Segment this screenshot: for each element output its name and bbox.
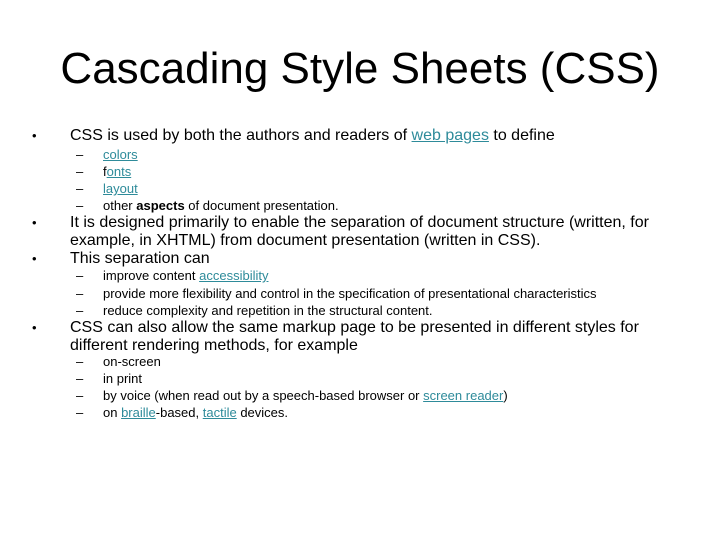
slide-title: Cascading Style Sheets (CSS) xyxy=(60,44,660,93)
bullet-text: This separation can xyxy=(70,250,210,267)
text-segment: devices. xyxy=(236,405,289,420)
text-segment: -based, xyxy=(155,405,203,420)
dash-icon: – xyxy=(76,268,84,283)
text-segment: by voice (when read out by a speech-based browser or xyxy=(103,388,424,403)
bullet-icon: • xyxy=(32,251,37,266)
sub-bullet-text: provide more flexibility and control in the specification of presentational characteristics xyxy=(103,286,597,301)
bullet-text: CSS can also allow the same markup page to be presented in different styles for different rendering methods, for example xyxy=(70,319,639,354)
text-segment: other xyxy=(103,198,137,213)
text-segment: to define xyxy=(488,127,555,144)
link-colors[interactable]: colors xyxy=(103,147,138,162)
bullet-icon: • xyxy=(32,128,37,143)
bullet-icon: • xyxy=(32,215,37,230)
text-bold: aspects xyxy=(136,198,185,213)
sub-bullet-text xyxy=(103,180,683,197)
sub-bullet-text xyxy=(103,163,683,180)
text-segment: of document presentation. xyxy=(184,198,339,213)
link-tactile[interactable]: tactile xyxy=(202,405,237,420)
link-layout[interactable]: layout xyxy=(103,181,138,196)
dash-icon: – xyxy=(76,405,84,420)
link-accessibility[interactable]: accessibility xyxy=(199,268,269,283)
text-segment: ) xyxy=(503,388,508,403)
text-segment: improve content xyxy=(103,268,200,283)
dash-icon: – xyxy=(76,286,84,301)
dash-icon: – xyxy=(76,303,84,318)
text-segment: f xyxy=(103,164,107,179)
sub-bullet-text: in print xyxy=(103,371,143,386)
sub-bullet-text: on-screen xyxy=(103,354,161,369)
sub-bullet-text: reduce complexity and repetition in the structural content. xyxy=(103,303,433,318)
link-screen-reader[interactable]: screen reader xyxy=(423,388,504,403)
link-braille[interactable]: braille xyxy=(121,405,156,420)
dash-icon: – xyxy=(76,198,84,213)
bullet-icon: • xyxy=(32,320,37,335)
sub-bullet-text xyxy=(103,197,683,214)
text-segment: CSS is used by both the authors and readers of xyxy=(70,127,412,144)
link-web-pages[interactable]: web pages xyxy=(411,127,489,144)
sub-bullet-text xyxy=(103,146,683,163)
dash-icon: – xyxy=(76,181,84,196)
dash-icon: – xyxy=(76,147,84,162)
bullet-text xyxy=(70,127,680,145)
sub-bullet-text xyxy=(103,387,683,404)
dash-icon: – xyxy=(76,164,84,179)
dash-icon: – xyxy=(76,388,84,403)
dash-icon: – xyxy=(76,371,84,386)
link-fonts[interactable]: onts xyxy=(106,164,132,179)
text-segment: on xyxy=(103,405,122,420)
dash-icon: – xyxy=(76,354,84,369)
sub-bullet-text xyxy=(103,404,683,421)
bullet-text: It is designed primarily to enable the separation of document structure (written, for example, in XHTML) from document presentation (written in CSS). xyxy=(70,214,649,249)
sub-bullet-text xyxy=(103,267,683,284)
